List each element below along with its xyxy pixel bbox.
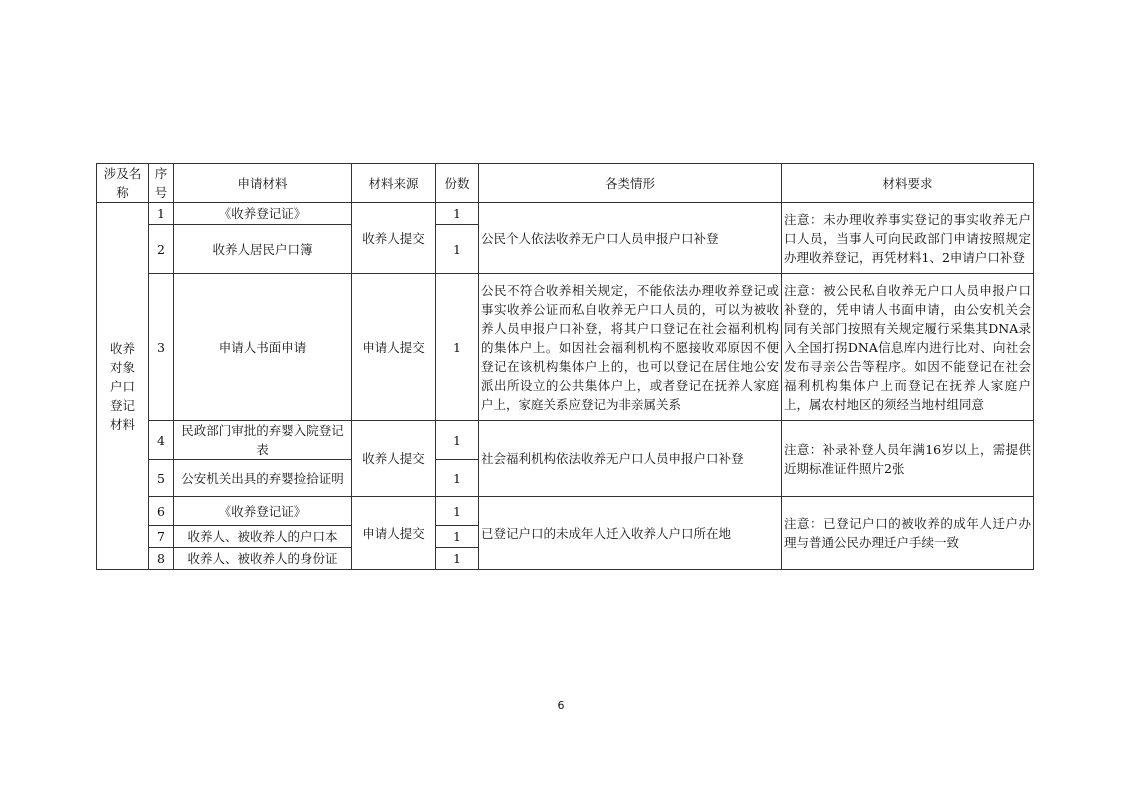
row-material: 申请人书面申请 (174, 274, 352, 421)
row-copies: 1 (436, 497, 479, 526)
row-copies: 1 (436, 421, 479, 460)
row-material: 收养人居民户口簿 (174, 225, 352, 274)
header-no: 序号 (149, 164, 174, 203)
row-no: 6 (149, 497, 174, 526)
row-no: 3 (149, 274, 174, 421)
row-material: 公安机关出具的弃婴捡拾证明 (174, 460, 352, 497)
header-material: 申请材料 (174, 164, 352, 203)
group-requirement: 注意：已登记户口的被收养的成年人迁户办理与普通公民办理迁户手续一致 (782, 497, 1034, 570)
header-requirement: 材料要求 (782, 164, 1034, 203)
row-no: 2 (149, 225, 174, 274)
header-source: 材料来源 (352, 164, 436, 203)
row-no: 8 (149, 548, 174, 570)
group-requirement: 注意：被公民私自收养无户口人员申报户口补登的，凭申请人书面申请，由公安机关会同有关部门按照有关规定履行采集其DNA录入全国打拐DNA信息库内进行比对、向社会发布寻亲公告等程序。如因不能登记在社会福利机构集体户上而登记在抚养人家庭户上，属农村地区的须经当地村组同意 (782, 274, 1034, 421)
row-material: 收养人、被收养人的户口本 (174, 526, 352, 548)
row-copies: 1 (436, 548, 479, 570)
group-source: 收养人提交 (352, 203, 436, 274)
group-source: 申请人提交 (352, 274, 436, 421)
row-no: 5 (149, 460, 174, 497)
row-copies: 1 (436, 274, 479, 421)
group-requirement: 注意：补录补登人员年满16岁以上，需提供近期标准证件照片2张 (782, 421, 1034, 497)
table-row (97, 497, 1034, 526)
row-material: 收养人、被收养人的身份证 (174, 548, 352, 570)
group-situation: 公民不符合收养相关规定，不能依法办理收养登记或事实收养公证而私自收养无户口人员的，可以为被收养人员申报户口补登，将其户口登记在社会福利机构的集体户上。如因社会福利机构不愿接收邓原因不便登记在该机构集体户上的，也可以登记在居住地公安派出所设立的公共集体户上，或者登记在抚养人家庭户上，家庭关系应登记为非亲属关系 (479, 274, 782, 421)
row-copies: 1 (436, 203, 479, 225)
group-situation: 已登记户口的未成年人迁入收养人户口所在地 (479, 497, 782, 570)
row-material: 民政部门审批的弃婴入院登记表 (174, 421, 352, 460)
row-material: 《收养登记证》 (174, 497, 352, 526)
group-situation: 社会福利机构依法收养无户口人员申报户口补登 (479, 421, 782, 497)
group-situation: 公民个人依法收养无户口人员申报户口补登 (479, 203, 782, 274)
row-copies: 1 (436, 460, 479, 497)
row-copies: 1 (436, 526, 479, 548)
row-material: 《收养登记证》 (174, 203, 352, 225)
row-no: 4 (149, 421, 174, 460)
group-requirement: 注意：未办理收养事实登记的事实收养无户口人员，当事人可向民政部门申请按照规定办理收养登记，再凭材料1、2申请户口补登 (782, 203, 1034, 274)
row-copies: 1 (436, 225, 479, 274)
page-number: 6 (557, 699, 565, 712)
header-row (97, 164, 1034, 203)
header-copies: 份数 (436, 164, 479, 203)
table-row (97, 421, 1034, 460)
category-cell: 收养对象户口登记材料 (97, 203, 149, 570)
header-category: 涉及名称 (97, 164, 149, 203)
row-no: 1 (149, 203, 174, 225)
group-source: 收养人提交 (352, 421, 436, 497)
row-no: 7 (149, 526, 174, 548)
table-row (97, 274, 1034, 421)
application-materials-table (96, 163, 1034, 570)
table-row (97, 203, 1034, 225)
header-situation: 各类情形 (479, 164, 782, 203)
group-source: 申请人提交 (352, 497, 436, 570)
